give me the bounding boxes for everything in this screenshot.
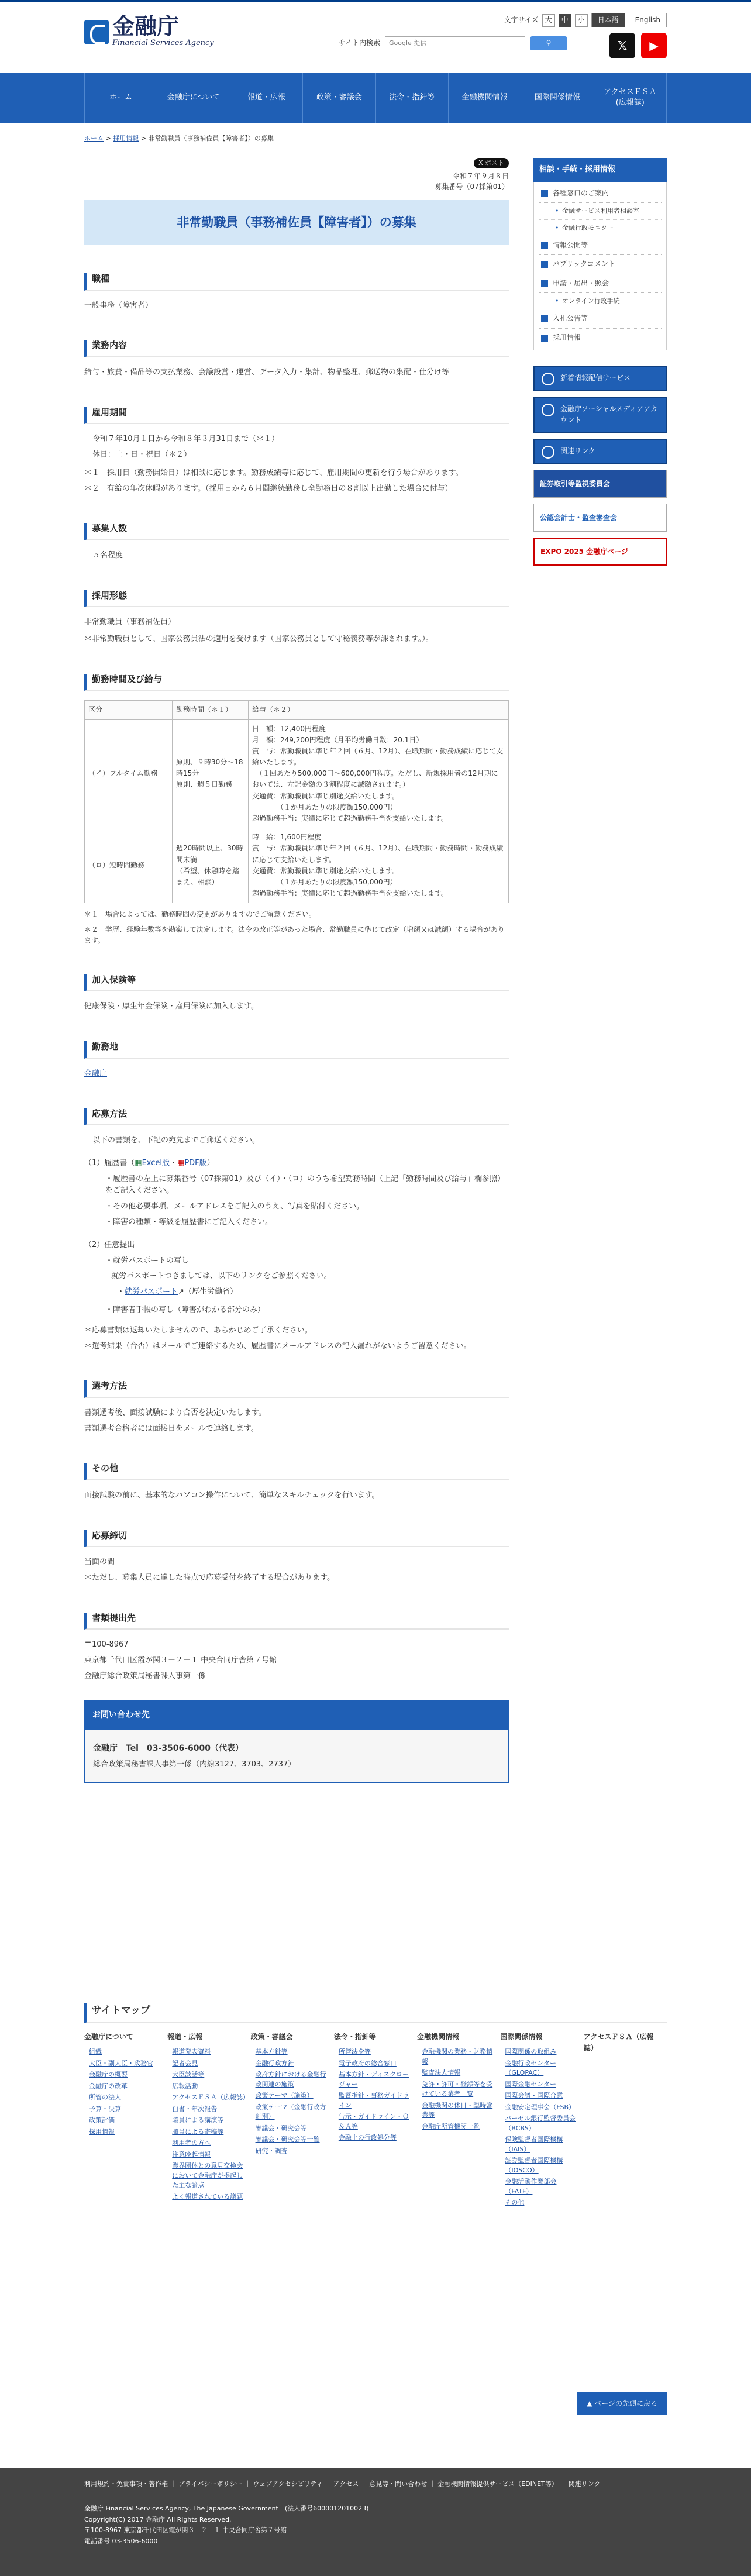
sitemap-link[interactable]: 職員による講演等: [172, 2116, 224, 2124]
page-top-button[interactable]: ▲ ページの先頭に戻る: [577, 2392, 667, 2415]
banner-sesc[interactable]: 証券取引等監視委員会: [533, 470, 667, 498]
row-fulltime-jikan: 原則、９時30分〜18時15分 原則、週５日勤務: [173, 719, 249, 828]
sitemap-link[interactable]: 国際金融センター: [505, 2080, 556, 2088]
sitemap-heading[interactable]: 政策・審議会: [250, 2033, 293, 2041]
oubo-passport: ・就労パスポートの写し: [105, 1256, 190, 1265]
lang-en-button[interactable]: English: [629, 13, 667, 27]
row-parttime-kubun: （ロ）短時間勤務: [85, 828, 173, 903]
contact-dept: 総合政策局秘書課人事第一係（内線3127、3703、2737）: [93, 1759, 296, 1769]
x-icon[interactable]: 𝕏: [609, 33, 635, 58]
sitemap-link[interactable]: 職員による寄稿等: [172, 2127, 224, 2136]
sitemap-link[interactable]: 政策テーマ（金融行政方針別）: [255, 2103, 326, 2121]
oubo-item-1-close: ）: [206, 1158, 215, 1168]
nav-item-7[interactable]: アクセスＦＳＡ (広報誌): [594, 73, 667, 123]
sitemap-link[interactable]: よく報道されている議題: [172, 2192, 243, 2200]
page-title: 非常勤職員（事務補佐員【障害者】）の募集: [84, 200, 509, 246]
sidebar-links-button[interactable]: 関連リンク: [533, 439, 667, 464]
section-heading-ninzu: 募集人数: [84, 523, 509, 540]
section-heading-oubo: 応募方法: [84, 1108, 509, 1126]
sitemap-link[interactable]: 国際会議・国際合意: [505, 2092, 563, 2100]
row-fulltime-kubun: （イ）フルタイム勤務: [85, 719, 173, 828]
oubo-bullet-3: ・障害の種類・等級を履歴書にご記入ください。: [105, 1218, 273, 1227]
youtube-icon[interactable]: ▶: [641, 33, 667, 58]
kikan-period: 令和７年10月１日から令和８年３月31日まで（＊１）: [92, 435, 280, 444]
breadcrumb-current: 非常勤職員（事務補佐員【障害者】）の募集: [148, 135, 274, 142]
gyomu-text: 給与・旅費・備品等の支払業務、会議設営・運営、データ入力・集計、物品整理、郵送物の集配・仕分け等: [84, 367, 450, 377]
sitemap-link[interactable]: 金融安定理事会（FSB）: [505, 2103, 576, 2111]
sitemap-link[interactable]: 金融上の行政処分等: [338, 2134, 397, 2142]
section-heading-hoken: 加入保険等: [84, 974, 509, 992]
external-link-icon: ↗: [178, 1287, 184, 1297]
sitemap-title: サイトマップ: [84, 2003, 667, 2023]
sonota-text: 面接試験の前に、基本的なパソコン操作について、簡単なスキルチェックを行います。: [84, 1490, 380, 1500]
sitemap-heading[interactable]: 国際関係情報: [500, 2033, 543, 2041]
nav-item-0[interactable]: ホーム: [84, 73, 157, 123]
excel-link[interactable]: Excel版: [142, 1158, 170, 1168]
sitemap-link[interactable]: 証券監督者国際機構（IOSCO）: [505, 2157, 563, 2174]
sitemap-link[interactable]: 金融庁の改革: [89, 2082, 128, 2090]
sidebar-item-3[interactable]: 申請・届出・照会: [539, 274, 662, 293]
sitemap-heading[interactable]: 報道・広報: [167, 2033, 203, 2041]
oubo-note-1: ＊応募書類は返却いたしませんので、あらかじめご了承ください。: [84, 1325, 312, 1335]
nav-item-5[interactable]: 金融機関情報: [448, 73, 521, 123]
sitemap-link[interactable]: 金融行政方針: [255, 2059, 294, 2067]
shimekiri-text-2: ＊ただし、募集人員に達した時点で応募受付を終了する場合があります。: [84, 1573, 335, 1583]
search-input[interactable]: Google 提供: [385, 36, 525, 50]
x-post-button[interactable]: X ポスト: [474, 158, 509, 168]
section-heading-shokushu: 職種: [84, 273, 509, 291]
senko-text-2: 書類選考合格者には面接日をメールで連絡します。: [84, 1424, 259, 1433]
table-header-jikan: 勤務時間（＊１）: [173, 701, 249, 719]
logo-sub-text: Financial Services Agency: [112, 39, 214, 47]
contact-heading: お問い合わせ先: [84, 1700, 509, 1730]
publish-date: 令和７年９月８日: [452, 171, 509, 180]
site-footer: [0, 2468, 751, 2576]
hoken-text: 健康保険・厚生年金保険・雇用保険に加入します。: [84, 1002, 259, 1011]
sidebar-subitem[interactable]: • オンライン行政手続: [539, 293, 662, 310]
senko-text-1: 書類選考後、面接試験により合否を決定いたします。: [84, 1408, 266, 1417]
sitemap-link[interactable]: 予算・決算: [89, 2105, 121, 2113]
sitemap-link[interactable]: 告示・ガイドライン・Ｑ＆Ａ等: [338, 2113, 409, 2130]
contact-box: [84, 1730, 509, 1783]
oubo-item-2: （2）任意提出: [84, 1240, 135, 1249]
nav-item-3[interactable]: 政策・審議会: [302, 73, 375, 123]
sitemap-link[interactable]: 大臣・副大臣・政務官: [89, 2059, 153, 2067]
table-row: [85, 719, 509, 828]
footer-address: 〒100-8967 東京都千代田区霞が関３－２－１ 中央合同庁舎第７号館: [84, 2526, 287, 2534]
row-parttime-jikan: 週20時間以上、30時間未満 （希望、休憩時を踏まえ、相談）: [173, 828, 249, 903]
sitemap-link[interactable]: 政策テーマ（施策）: [255, 2092, 314, 2100]
fsa-logo-icon: [84, 20, 109, 44]
sidebar-item-2[interactable]: パブリックコメント: [539, 255, 662, 274]
sitemap-heading[interactable]: 金融機関情報: [417, 2033, 460, 2041]
section-heading-shorui: 書類提出先: [84, 1613, 509, 1630]
sitemap-link[interactable]: その他: [505, 2199, 525, 2207]
kikan-holiday: 休日：土・日・祝日（＊２）: [92, 450, 192, 460]
recruit-number: 募集番号（07採第01）: [435, 182, 509, 191]
row-parttime-kyuyo: 時 給：1,600円程度 賞 与：常勤職員に準じ年２回（６月、12月）、在職期間・勤務時間・勤務成績に応じて支給いたします。 交通費：常勤職員に準じ別途支給いたします。 （１か月あたりの限度額150,000円） 超過勤務手当：実績に応じて超過勤務手当を支給いたします。: [249, 828, 509, 903]
social-icon: [542, 404, 554, 416]
sidebar-item-1[interactable]: 情報公開等: [539, 236, 662, 255]
section-heading-gyomu: 業務内容: [84, 340, 509, 357]
nav-item-6[interactable]: 国際関係情報: [521, 73, 593, 123]
sitemap-link[interactable]: 金融機関の休日・臨時営業等: [422, 2101, 493, 2119]
kikan-note-1: ＊１ 採用日（勤務開始日）は相談に応じます。勤務成績等に応じて、雇用期間の更新を行う場合があります。: [84, 468, 463, 477]
sitemap-link[interactable]: 政策評価: [89, 2116, 115, 2124]
table-row: [85, 828, 509, 903]
sidebar-subitem[interactable]: • 金融行政モニター: [539, 220, 662, 237]
saiyo-type: 非常勤職員（事務補佐員）: [84, 618, 176, 627]
sitemap-column: [167, 2031, 250, 2210]
pdf-link[interactable]: PDF版: [184, 1158, 207, 1168]
sitemap-link[interactable]: 金融活動作業部会（FATF）: [505, 2178, 557, 2195]
kikan-note-2: ＊２ 有給の年次休暇があります。（採用日から６月間継続勤務し全勤務日の８割以上出勤した場合に付与）: [84, 484, 453, 493]
sitemap-link[interactable]: 大臣談話等: [172, 2071, 205, 2079]
sns-links: [609, 33, 667, 58]
sidebar-sns-button[interactable]: 金融庁ソーシャルメディアアカウント: [533, 397, 667, 433]
utility-bar: [504, 13, 667, 27]
main-content: X ポスト 令和７年９月８日 募集番号（07採第01） 非常勤職員（事務補佐員【障害者】）の募集 職種 一般事務（障害者） 業務内容 給与・旅費・備品等の支払業務、会議設営・運営、データ入力・集計、物品整理、郵送物の集配・仕分け等 雇用期間 令和７年10月１日から令和８年３月31日まで（＊１） 休日：土・日・祝日（＊２） ＊１ 採用日（勤務開始日）は相談に応じます。勤務成績等に応じて、雇用期間の更新を行う場合があります。 ＊２ 有給の年次休暇があります。（採用日から６月間継続勤務し全勤務日の８割以上出勤した場合に付与） 募集人数 ５名程度 採用形態 非常勤職員（事務補佐員） ＊非常勤職員として、国家公務員法の適用を受けます（国家公務員として守秘義務等が課されます。）。 勤務時間及び給与 区分 勤務時間（＊１） 給与（＊２） （イ）フルタイム勤務 原則、９時30分〜18時15分 原則、週５日勤務 日 額：12,400円程度 月 額：249,200円程度（月平均労働日数：20.1日） 賞 与：常勤職員に準じ年２回（６月、12月）、在職期間・勤務成績に応じて支給いたします。 （１回あたり500,000円〜600,000円程度。ただし、新規採用者の12月期においては、左記金額の３割程度に減額されます。） 交通費：常勤職員に準じ別途支給いたします。 （１か月あたりの限度額150,000円） 超過勤務手当：実績に応じて超過勤務手当を支給いたします。 （ロ）短時間勤務 週20時間以上、30時間未満 （希望、休憩時を踏まえ、相談） 時 給：1,600円程度 賞 与：常勤職員に準じ年２回（６月、12月）、在職期間・勤務時間・勤務成績に応じて支給いたします。 交通費：常勤職員に準じ別途支給いたします。 （１か月あたりの限度額150,000円） 超過勤務手当：実績に応じて超過勤務手当を支給いたします。 ＊１ 場合によっては、勤務時間の変更がありますのでご留意ください。 ＊２ 学歴、経験年数等を勘案して決定します。法令の改正等があった場合、常勤職員に準じて改定（増額又は減額）する場合があります。 加入保険等 健康保険・厚生年金保険・雇用保険に加入します。 勤務地 金融庁 応募方法 以下の書類を、下記の宛先までご郵送ください。 （1）履歴書（▦Excel版・▦PDF版） ・履歴書の左上に募集番号（07採第01）及び（イ）・（ロ）のうち希望勤務時間（上記「勤務時間及び給与」欄参照）をご記入ください。 ・その他必要事項、メールアドレスをご記入のうえ、写真を貼付ください。 ・障害の種類・等級を履歴書にご記入ください。 （2）任意提出 ・就労パスポートの写し 就労パスポートつきましては、以下のリンクをご参照ください。 ・就労パスポート↗（厚生労働省） ・障害者手帳の写し（障害がわかる部分のみ） ＊応募書類は返却いたしませんので、あらかじめご了承ください。 ＊選考結果（合否）はメールでご連絡するため、履歴書にメールアドレスの記入漏れがないようご留意ください。 選考方法 書類選考後、面接試験により合否を決定いたします。 書類選考合格者には面接日をメールで連絡します。 その他 面接試験の前に、基本的なパソコン操作について、簡単なスキルチェックを行います。 応募締切 当面の間 ＊ただし、募集人員に達した時点で応募受付を終了する場合があります。 書類提出先 〒100-8967 東京都千代田区霞が関３－２－１ 中央合同庁舎第７号館 金融庁総合政策局秘書課人事第一係 お問い合わせ先 金融庁 Tel 03-3506-6000（代表） 総合政策局秘書課人事第一係（内線3127、3703、2737）: [84, 158, 509, 1783]
sitemap-link[interactable]: 広報活動: [172, 2082, 198, 2090]
sitemap-link[interactable]: アクセスＦＳＡ（広報誌）: [172, 2093, 249, 2102]
contact-tel: 金融庁 Tel 03-3506-6000（代表）: [93, 1744, 244, 1754]
sitemap-link[interactable]: 監督指針・事務ガイドライン: [338, 2092, 409, 2109]
sitemap-link[interactable]: 基本方針等: [255, 2048, 288, 2056]
nav-item-4[interactable]: 法令・指針等: [376, 73, 448, 123]
font-size-mid-button[interactable]: 中: [559, 14, 571, 27]
sitemap-link[interactable]: 基本方針・ディスクロージャー: [338, 2071, 409, 2088]
sitemap-link[interactable]: 研究・調査: [255, 2147, 288, 2155]
sitemap-link[interactable]: 業界団体との意見交換会において金融庁が提起した主な論点: [172, 2162, 243, 2189]
table-header-kyuyo: 給与（＊２）: [249, 701, 509, 719]
sitemap-link[interactable]: 採用情報: [89, 2127, 115, 2136]
table-header-kubun: 区分: [85, 701, 173, 719]
footer-copyright: Copyright(C) 2017 金融庁 All Rights Reserved.: [84, 2515, 232, 2523]
breadcrumb-recruit[interactable]: 採用情報: [113, 135, 139, 142]
oubo-passport-note: 就労パスポートつきましては、以下のリンクをご参照ください。: [111, 1272, 332, 1281]
font-size-small-button[interactable]: 小: [575, 14, 588, 27]
lang-ja-button[interactable]: 日本語: [591, 13, 625, 27]
sitemap-column: [334, 2031, 417, 2210]
shorui-address: 東京都千代田区霞が関３－２－１ 中央合同庁舎第７号館: [84, 1656, 277, 1665]
font-size-label: 文字サイズ: [504, 16, 539, 24]
table-note-2: ＊２ 学歴、経験年数等を勘案して決定します。法令の改正等があった場合、常勤職員に準じて改定（増額又は減額）する場合があります。: [84, 925, 505, 945]
section-heading-senko: 選考方法: [84, 1380, 509, 1398]
global-nav: [0, 73, 751, 123]
sitemap-link[interactable]: 政府方針における金融行政関連の施策: [255, 2071, 326, 2088]
oubo-bullet-2: ・その他必要事項、メールアドレスをご記入のうえ、写真を貼付ください。: [105, 1202, 364, 1211]
logo-main-text: 金融庁: [112, 13, 180, 39]
site-search: [339, 36, 567, 50]
footer-links[interactable]: 利用規約・免責事項・著作権 ｜ プライバシーポリシー ｜ ウェブアクセシビリティ ｜ アクセス ｜ 意見等・問い合わせ ｜ 金融機関情報提供サービス（EDINET等） ｜ 関連リンク: [84, 2480, 601, 2488]
oubo-intro: 以下の書類を、下記の宛先までご郵送ください。: [92, 1136, 260, 1145]
sidebar: [533, 158, 667, 566]
sitemap-link[interactable]: 金融庁所管機関一覧: [422, 2122, 480, 2130]
shimekiri-text-1: 当面の間: [84, 1558, 115, 1567]
sidebar-item-0[interactable]: 各種窓口のご案内: [539, 184, 662, 203]
oubo-techo: ・障害者手帳の写し（障害がわかる部分のみ）: [105, 1305, 266, 1314]
sitemap-column: [251, 2031, 334, 2210]
table-note-1: ＊１ 場合によっては、勤務時間の変更がありますのでご留意ください。: [84, 910, 316, 919]
sitemap-link[interactable]: 注意喚起情報: [172, 2150, 211, 2158]
section-heading-sonota: その他: [84, 1463, 509, 1480]
site-header: [0, 2, 751, 73]
sitemap-link[interactable]: 国際関係の取組み: [505, 2048, 557, 2056]
wifi-icon: [542, 373, 554, 385]
sitemap-link[interactable]: 審議会・研究会等: [255, 2124, 307, 2132]
sitemap-link[interactable]: 利用者の方へ: [172, 2139, 211, 2147]
sitemap-link[interactable]: 記者会見: [172, 2059, 198, 2067]
row-fulltime-kyuyo: 日 額：12,400円程度 月 額：249,200円程度（月平均労働日数：20.1日） 賞 与：常勤職員に準じ年２回（６月、12月）、在職期間・勤務成績に応じて支給いたします。 （１回あたり500,000円〜600,000円程度。ただし、新規採用者の12月期においては、左記金額の３割程度に減額されます。） 交通費：常勤職員に準じ別途支給いたします。 （１か月あたりの限度額150,000円） 超過勤務手当：実績に応じて超過勤務手当を支給いたします。: [249, 719, 509, 828]
sitemap-heading[interactable]: 金融庁について: [84, 2033, 133, 2041]
sitemap-column: [417, 2031, 500, 2210]
ninzu-text: ５名程度: [92, 550, 123, 560]
search-label: サイト内検索: [338, 39, 380, 47]
breadcrumb: ホーム > 採用情報 > 非常勤職員（事務補佐員【障害者】）の募集: [84, 135, 274, 142]
sitemap-link[interactable]: 監査法人情報: [422, 2069, 461, 2077]
pay-table: [84, 700, 509, 903]
nav-item-2[interactable]: 報道・広報: [230, 73, 302, 123]
link-icon: [542, 446, 554, 459]
sitemap-link[interactable]: バーゼル銀行監督委員会（BCBS）: [505, 2114, 576, 2132]
oubo-bullet-1: ・履歴書の左上に募集番号（07採第01）及び（イ）・（ロ）のうち希望勤務時間（上記「勤務時間及び給与」欄参照）をご記入ください。: [105, 1174, 505, 1196]
saiyo-note: ＊非常勤職員として、国家公務員法の適用を受けます（国家公務員として守秘義務等が課されます。）。: [84, 635, 433, 644]
sitemap-column: [584, 2031, 667, 2210]
oubo-item-1: （1）履歴書（: [84, 1158, 135, 1168]
sitemap: [84, 2003, 667, 2210]
excel-icon: ▦: [135, 1158, 142, 1168]
site-logo[interactable]: [84, 15, 214, 50]
banner-expo[interactable]: EXPO 2025 金融庁ページ: [533, 538, 667, 566]
sidebar-heading: 相談・手続・採用情報: [533, 158, 667, 182]
shokushu-text: 一般事務（障害者）: [84, 301, 153, 310]
section-heading-shimekiri: 応募締切: [84, 1530, 509, 1548]
pdf-icon: ▦: [177, 1158, 185, 1168]
search-button[interactable]: [530, 36, 567, 50]
sitemap-link[interactable]: 組織: [89, 2048, 102, 2056]
banner-cpaaob[interactable]: 公認会計士・監査審査会: [533, 504, 667, 532]
search-icon: ⚲: [546, 39, 552, 47]
sitemap-link[interactable]: 報道発表資料: [172, 2048, 211, 2056]
sitemap-link[interactable]: 所管法令等: [338, 2048, 371, 2056]
sitemap-link[interactable]: 金融庁の概要: [89, 2071, 128, 2079]
sitemap-heading[interactable]: アクセスＦＳＡ（広報誌）: [583, 2033, 654, 2052]
section-heading-saiyo: 採用形態: [84, 590, 509, 608]
font-size-large-button[interactable]: 大: [542, 14, 555, 27]
sitemap-column: [84, 2031, 167, 2210]
sitemap-link[interactable]: 金融行政センター（GLOPAC）: [505, 2059, 556, 2077]
sidebar-item-5[interactable]: 採用情報: [539, 329, 662, 347]
sitemap-link[interactable]: 金融機関の業務・財務情報: [422, 2048, 493, 2065]
sitemap-link[interactable]: 免許・許可・登録等を受けている業者一覧: [422, 2080, 493, 2098]
breadcrumb-home[interactable]: ホーム: [84, 135, 104, 142]
shorui-postcode: 〒100-8967: [84, 1640, 129, 1649]
section-heading-chi: 勤務地: [84, 1041, 509, 1059]
section-heading-kinmu: 勤務時間及び給与: [84, 674, 509, 691]
workplace-link[interactable]: 金融庁: [84, 1069, 108, 1078]
passport-link[interactable]: 就労パスポート: [125, 1287, 178, 1297]
nav-item-1[interactable]: 金融庁について: [157, 73, 229, 123]
sitemap-link[interactable]: 所管の法人: [89, 2093, 121, 2102]
sitemap-column: [500, 2031, 583, 2210]
sidebar-subitem[interactable]: • 金融サービス利用者相談室: [539, 203, 662, 220]
footer-phone: 電話番号 03-3506-6000: [84, 2537, 158, 2546]
section-heading-kikan: 雇用期間: [84, 407, 509, 425]
oubo-note-2: ＊選考結果（合否）はメールでご連絡するため、履歴書にメールアドレスの記入漏れがないようご留意ください。: [84, 1341, 471, 1351]
sitemap-link[interactable]: 電子政府の総合窓口: [338, 2059, 397, 2067]
sitemap-heading[interactable]: 法令・指針等: [333, 2033, 376, 2041]
shorui-dept: 金融庁総合政策局秘書課人事第一係: [84, 1671, 206, 1680]
sitemap-link[interactable]: 白書・年次報告: [172, 2105, 218, 2113]
passport-link-source: （厚生労働省）: [184, 1287, 237, 1297]
sidebar-newsletter-button[interactable]: 新着情報配信サービス: [533, 366, 667, 391]
sitemap-link[interactable]: 審議会・研究会等一覧: [255, 2136, 320, 2144]
sidebar-item-4[interactable]: 入札公告等: [539, 309, 662, 328]
footer-org: 金融庁 Financial Services Agency, The Japanese Government (法人番号6000012010023): [84, 2505, 369, 2512]
sitemap-link[interactable]: 保険監督者国際機構（IAIS）: [505, 2136, 563, 2153]
